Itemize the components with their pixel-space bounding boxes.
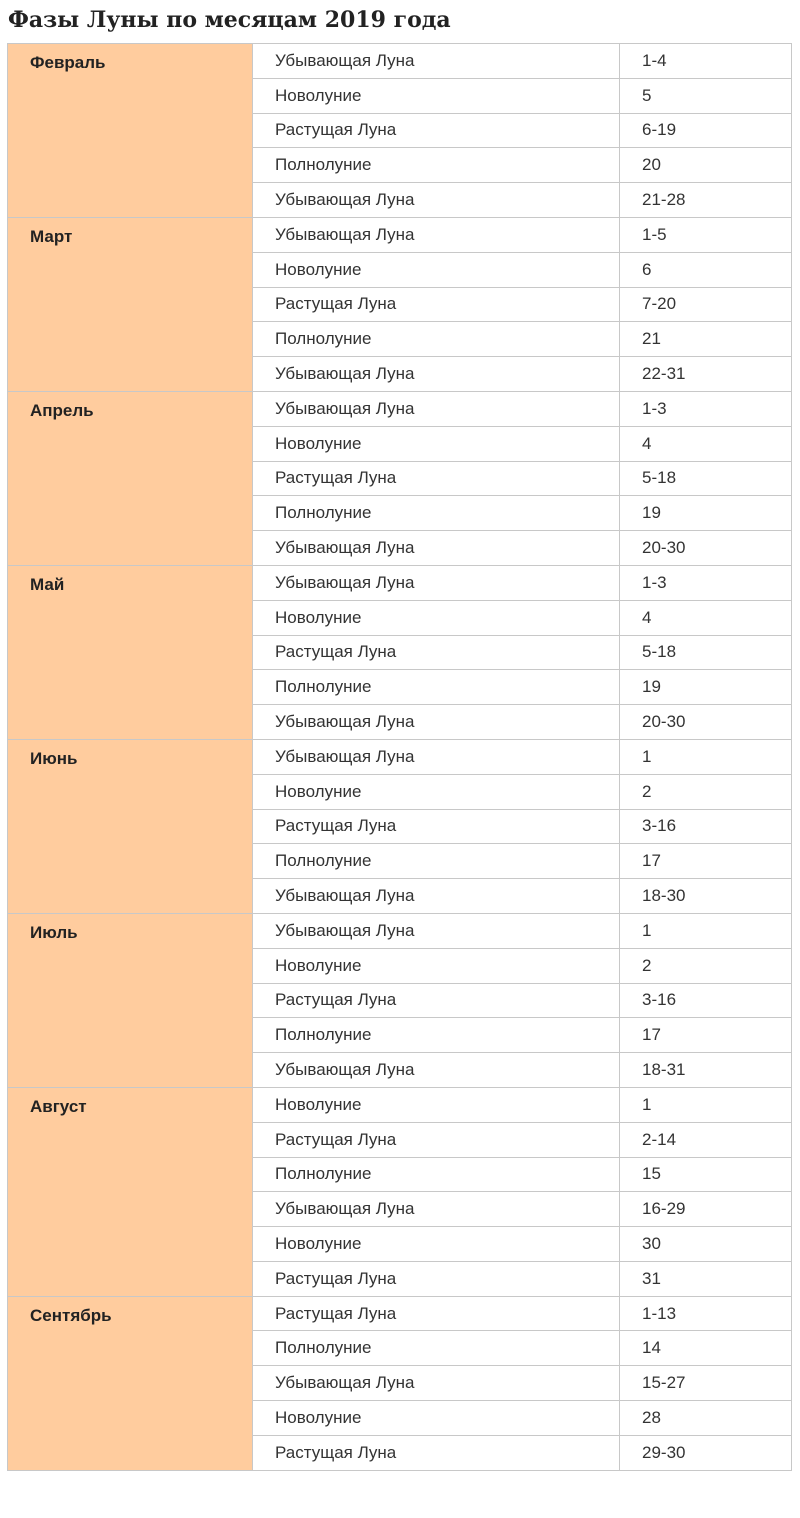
moon-phase-cell: Убывающая Луна (253, 531, 620, 566)
days-range-cell: 19 (620, 670, 792, 705)
moon-phase-cell: Новолуние (253, 1087, 620, 1122)
days-range-cell: 5-18 (620, 461, 792, 496)
month-name-cell: Март (8, 217, 253, 391)
days-range-cell: 5-18 (620, 635, 792, 670)
moon-phase-cell: Убывающая Луна (253, 1192, 620, 1227)
moon-phase-cell: Убывающая Луна (253, 391, 620, 426)
days-range-cell: 22-31 (620, 357, 792, 392)
moon-phase-cell: Убывающая Луна (253, 183, 620, 218)
days-range-cell: 20-30 (620, 705, 792, 740)
days-range-cell: 1-3 (620, 391, 792, 426)
moon-phase-cell: Новолуние (253, 774, 620, 809)
moon-phase-cell: Убывающая Луна (253, 357, 620, 392)
days-range-cell: 30 (620, 1227, 792, 1262)
moon-phase-cell: Растущая Луна (253, 287, 620, 322)
moon-phase-cell: Новолуние (253, 78, 620, 113)
days-range-cell: 1-13 (620, 1296, 792, 1331)
moon-phase-cell: Растущая Луна (253, 983, 620, 1018)
table-row (8, 1087, 792, 1122)
moon-phase-cell: Новолуние (253, 948, 620, 983)
moon-phase-cell: Растущая Луна (253, 1122, 620, 1157)
days-range-cell: 17 (620, 1018, 792, 1053)
moon-phase-cell: Полнолуние (253, 322, 620, 357)
days-range-cell: 17 (620, 844, 792, 879)
month-name-cell: Апрель (8, 391, 253, 565)
table-row (8, 913, 792, 948)
days-range-cell: 3-16 (620, 983, 792, 1018)
moon-phase-cell: Полнолуние (253, 844, 620, 879)
days-range-cell: 21 (620, 322, 792, 357)
days-range-cell: 15 (620, 1157, 792, 1192)
table-row (8, 217, 792, 252)
days-range-cell: 1-5 (620, 217, 792, 252)
moon-phase-cell: Полнолуние (253, 148, 620, 183)
days-range-cell: 1-3 (620, 565, 792, 600)
moon-phase-cell: Растущая Луна (253, 1296, 620, 1331)
moon-phase-cell: Убывающая Луна (253, 565, 620, 600)
days-range-cell: 15-27 (620, 1366, 792, 1401)
days-range-cell: 2-14 (620, 1122, 792, 1157)
days-range-cell: 31 (620, 1261, 792, 1296)
moon-phase-cell: Растущая Луна (253, 809, 620, 844)
days-range-cell: 21-28 (620, 183, 792, 218)
days-range-cell: 6-19 (620, 113, 792, 148)
month-name-cell: Сентябрь (8, 1296, 253, 1470)
moon-phase-cell: Полнолуние (253, 1018, 620, 1053)
moon-phase-cell: Убывающая Луна (253, 913, 620, 948)
days-range-cell: 2 (620, 774, 792, 809)
moon-phase-cell: Полнолуние (253, 1331, 620, 1366)
days-range-cell: 18-30 (620, 879, 792, 914)
moon-phase-cell: Убывающая Луна (253, 44, 620, 79)
moon-phase-cell: Новолуние (253, 1227, 620, 1262)
moon-phase-cell: Растущая Луна (253, 113, 620, 148)
moon-phase-cell: Убывающая Луна (253, 739, 620, 774)
moon-phase-cell: Растущая Луна (253, 461, 620, 496)
days-range-cell: 1 (620, 913, 792, 948)
moon-phase-cell: Новолуние (253, 426, 620, 461)
moon-phase-cell: Убывающая Луна (253, 217, 620, 252)
month-name-cell: Май (8, 565, 253, 739)
moon-phases-table (7, 43, 792, 1471)
days-range-cell: 19 (620, 496, 792, 531)
days-range-cell: 2 (620, 948, 792, 983)
month-name-cell: Июнь (8, 739, 253, 913)
moon-phase-cell: Новолуние (253, 252, 620, 287)
moon-phase-cell: Растущая Луна (253, 1435, 620, 1470)
days-range-cell: 1-4 (620, 44, 792, 79)
month-name-cell: Август (8, 1087, 253, 1296)
days-range-cell: 3-16 (620, 809, 792, 844)
moon-phase-cell: Полнолуние (253, 496, 620, 531)
table-row (8, 565, 792, 600)
table-row (8, 44, 792, 79)
moon-phase-cell: Растущая Луна (253, 635, 620, 670)
days-range-cell: 18-31 (620, 1053, 792, 1088)
days-range-cell: 1 (620, 739, 792, 774)
days-range-cell: 28 (620, 1401, 792, 1436)
days-range-cell: 4 (620, 426, 792, 461)
table-body (8, 44, 792, 1471)
month-name-cell: Июль (8, 913, 253, 1087)
days-range-cell: 5 (620, 78, 792, 113)
table-row (8, 391, 792, 426)
days-range-cell: 29-30 (620, 1435, 792, 1470)
days-range-cell: 4 (620, 600, 792, 635)
moon-phase-cell: Убывающая Луна (253, 1366, 620, 1401)
month-name-cell: Февраль (8, 44, 253, 218)
moon-phase-cell: Новолуние (253, 1401, 620, 1436)
days-range-cell: 14 (620, 1331, 792, 1366)
moon-phase-cell: Убывающая Луна (253, 1053, 620, 1088)
days-range-cell: 7-20 (620, 287, 792, 322)
table-row (8, 1296, 792, 1331)
page-title: Фазы Луны по месяцам 2019 года (8, 7, 451, 33)
moon-phase-cell: Полнолуние (253, 670, 620, 705)
days-range-cell: 20-30 (620, 531, 792, 566)
days-range-cell: 20 (620, 148, 792, 183)
moon-phase-cell: Убывающая Луна (253, 705, 620, 740)
table-row (8, 739, 792, 774)
days-range-cell: 6 (620, 252, 792, 287)
moon-phase-cell: Новолуние (253, 600, 620, 635)
days-range-cell: 16-29 (620, 1192, 792, 1227)
moon-phase-cell: Растущая Луна (253, 1261, 620, 1296)
moon-phase-cell: Полнолуние (253, 1157, 620, 1192)
moon-phase-cell: Убывающая Луна (253, 879, 620, 914)
days-range-cell: 1 (620, 1087, 792, 1122)
